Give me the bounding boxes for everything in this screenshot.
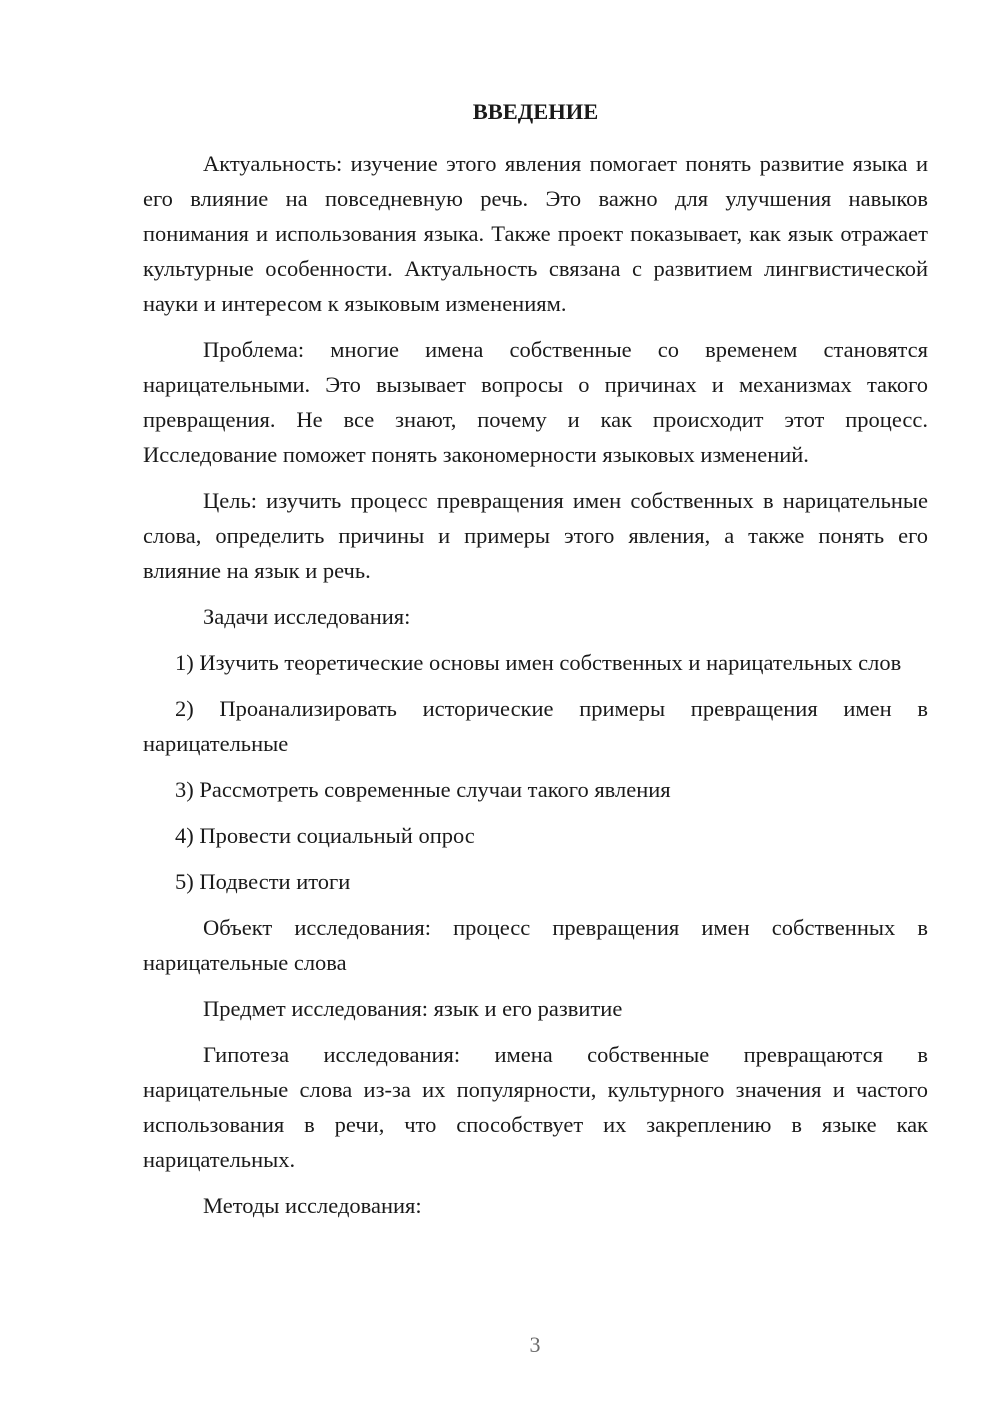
hypothesis-paragraph: Гипотеза исследования: имена собственные превращаются в нарицательные слова из-за их популярности, культурного значения и частого использования в речи, что способствует их закреплению в языке как нарицательных. [143,1042,928,1172]
task-item-4: 4) Провести социальный опрос [175,823,475,848]
relevance-paragraph: Актуальность: изучение этого явления помогает понять развитие языка и его влияние на повседневную речь. Это важно для улучшения навыков понимания и использования языка. Также проект показывает, как язык отражает культурные особенности. Актуальность связана с развитием лингвистической науки и интересом к языковым изменениям. [143,151,928,316]
document-page [143,94,928,1234]
methods-heading: Методы исследования: [203,1193,422,1218]
task-item-5: 5) Подвести итоги [175,869,351,894]
page-title: ВВЕДЕНИЕ [472,99,599,124]
task-item-2: 2) Проанализировать исторические примеры превращения имен в нарицательные [143,696,928,756]
problem-paragraph: Проблема: многие имена собственные со временем становятся нарицательными. Это вызывает вопросы о причинах и механизмах такого превращения. Не все знают, почему и как происходит этот процесс. Исследование поможет понять закономерности языковых изменений. [143,337,928,467]
page-number: 3 [529,1332,541,1357]
task-item-3: 3) Рассмотреть современные случаи такого явления [175,777,671,802]
subject-paragraph: Предмет исследования: язык и его развитие [203,996,623,1021]
object-paragraph: Объект исследования: процесс превращения имен собственных в нарицательные слова [143,915,928,975]
task-item-1: 1) Изучить теоретические основы имен собственных и нарицательных слов [175,650,902,675]
goal-paragraph: Цель: изучить процесс превращения имен собственных в нарицательные слова, определить причины и примеры этого явления, а также понять его влияние на язык и речь. [143,488,928,583]
tasks-heading: Задачи исследования: [203,604,411,629]
